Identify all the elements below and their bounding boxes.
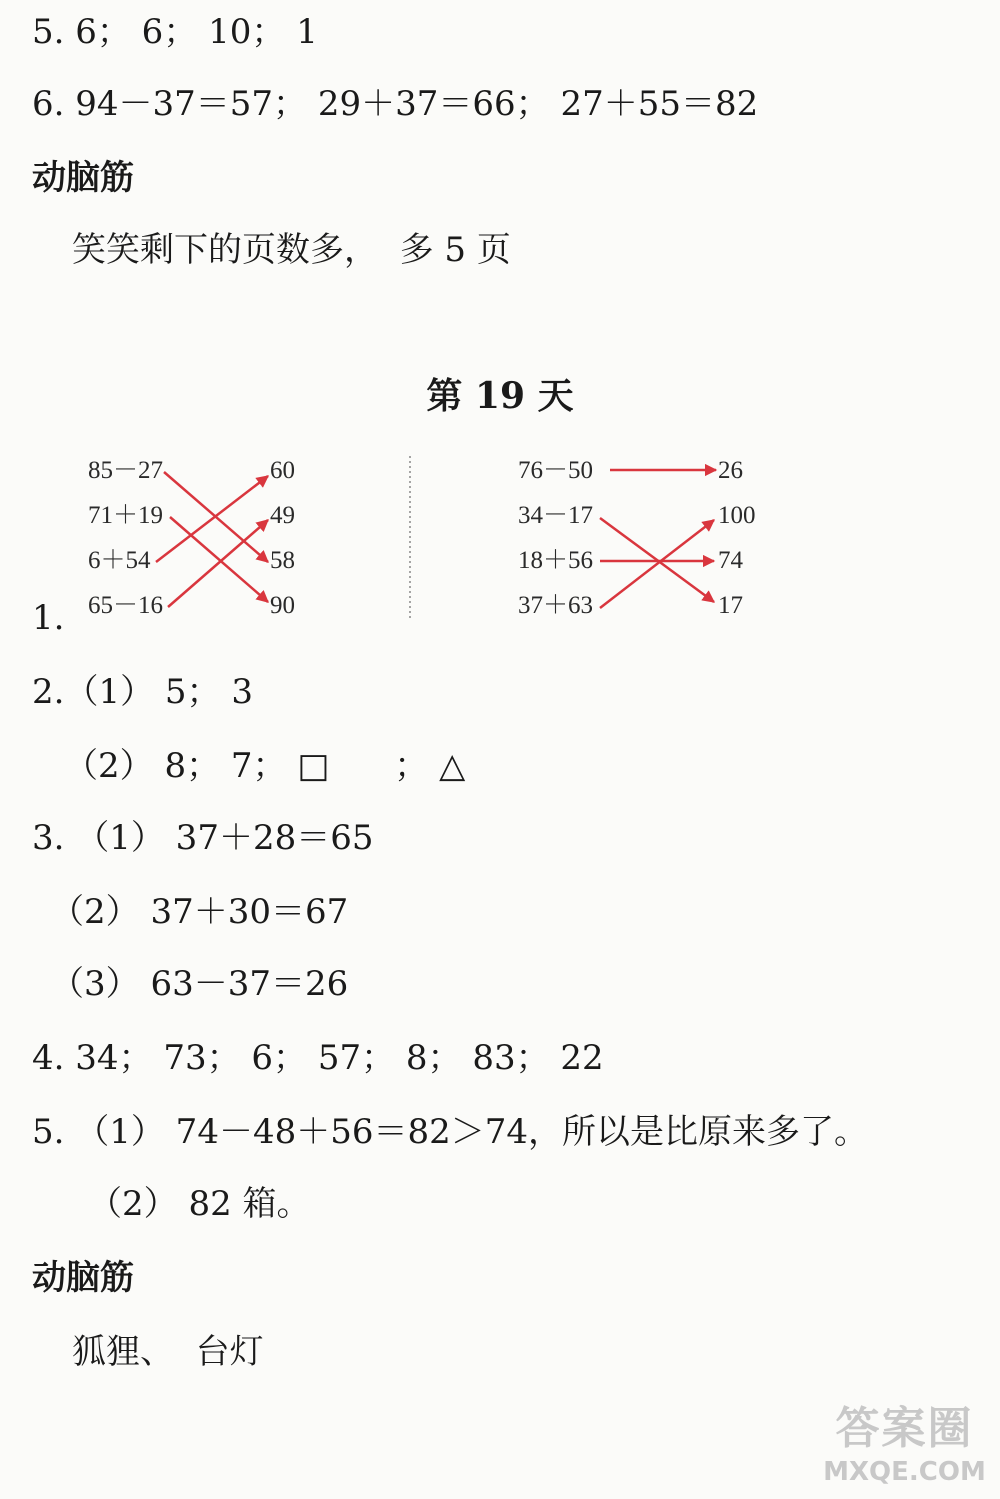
- answer-line-5-1: 5. （1） 74－48＋56＝82＞74，所以是比原来多了。: [32, 1112, 869, 1152]
- right-expr-1: 76－50: [518, 457, 594, 484]
- answer-line-6: 6. 94－37＝57； 29＋37＝66； 27＋55＝82: [32, 84, 759, 124]
- section-title: 第 19 天: [426, 375, 574, 417]
- brain-heading-1: 动脑筋: [32, 158, 134, 198]
- answer-line-2-2: （2） 8； 7； □ ； △: [64, 746, 466, 786]
- answer-line-2-1: 2.（1） 5； 3: [32, 672, 253, 712]
- answer-line-3-1: 3. （1） 37＋28＝65: [32, 818, 374, 858]
- right-result-2: 100: [718, 502, 756, 529]
- brain-heading-2: 动脑筋: [32, 1258, 134, 1298]
- right-result-4: 17: [718, 592, 743, 619]
- left-expr-1: 85－27: [88, 457, 164, 484]
- watermark-logo: 答案圈: [835, 1403, 974, 1454]
- right-expr-2: 34－17: [518, 502, 594, 529]
- brain-answer-2: 狐狸、 台灯: [72, 1332, 264, 1372]
- answer-line-3-2: （2） 37＋30＝67: [50, 892, 349, 932]
- answer-line-3-3: （3） 63－37＝26: [50, 964, 349, 1004]
- left-arrow-4: [168, 520, 268, 607]
- matching-figure: [78, 448, 768, 628]
- left-result-3: 58: [270, 547, 295, 574]
- q1-label: 1.: [32, 598, 65, 638]
- right-result-3: 74: [718, 547, 743, 574]
- right-expr-3: 18＋56: [518, 547, 594, 574]
- left-result-1: 60: [270, 457, 295, 484]
- left-expr-3: 6＋54: [88, 547, 151, 574]
- right-result-1: 26: [718, 457, 743, 484]
- left-expr-2: 71＋19: [88, 502, 164, 529]
- left-expr-4: 65－16: [88, 592, 164, 619]
- left-result-4: 90: [270, 592, 295, 619]
- right-expr-4: 37＋63: [518, 592, 594, 619]
- watermark: [817, 1401, 992, 1493]
- answer-line-4: 4. 34； 73； 6； 57； 8； 83； 22: [32, 1038, 604, 1078]
- right-arrow-4: [600, 520, 714, 608]
- left-result-2: 49: [270, 502, 295, 529]
- answer-line-5: 5. 6； 6； 10； 1: [32, 12, 318, 52]
- watermark-site: MXQE.COM: [823, 1457, 986, 1487]
- brain-answer-1: 笑笑剩下的页数多， 多 5 页: [72, 230, 511, 270]
- left-arrow-2: [170, 517, 268, 602]
- answer-line-5-2: （2） 82 箱。: [88, 1184, 311, 1224]
